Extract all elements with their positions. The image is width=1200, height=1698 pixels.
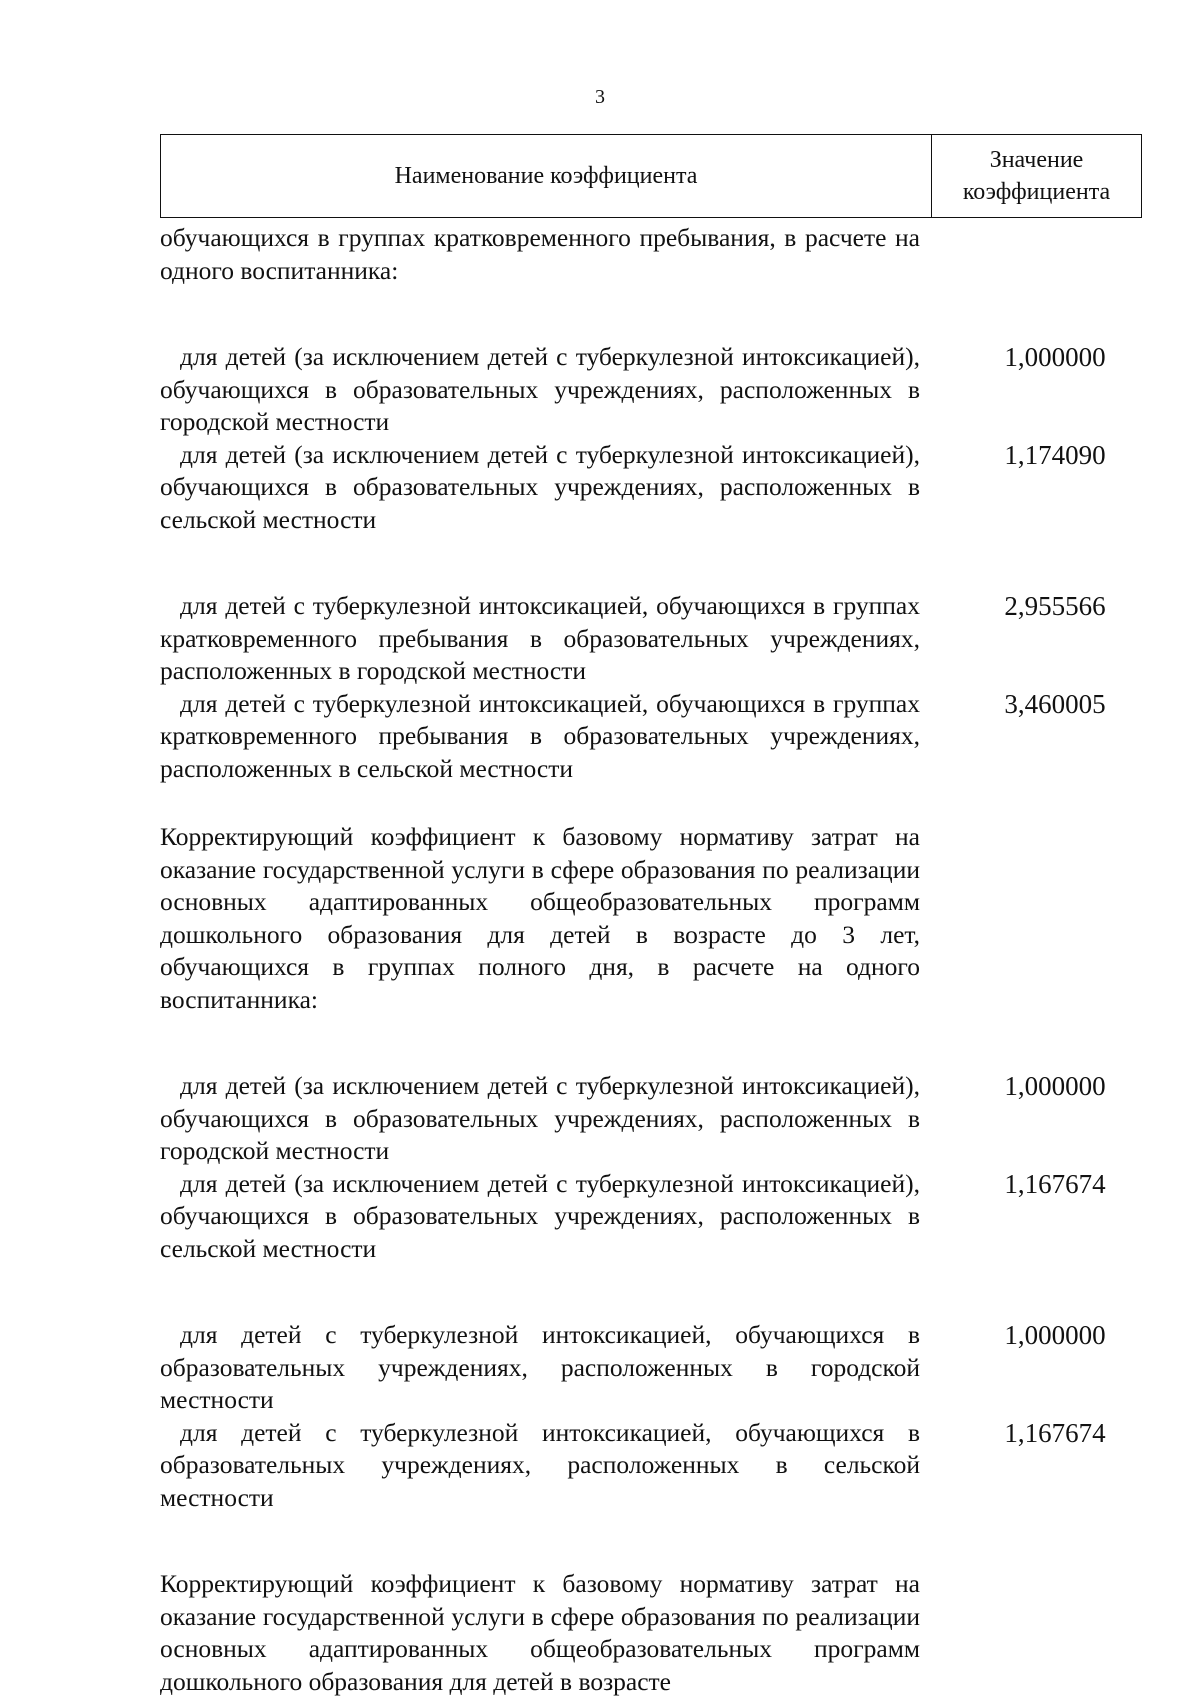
entry-text: для детей с туберкулезной интоксикацией, обучающихся в группах кратковременного пребывания в образовательных учреждениях, расположенных в городской местности xyxy=(160,591,920,685)
page-number: 3 xyxy=(595,86,605,108)
coefficient-value: 1,000000 xyxy=(1004,1320,1106,1350)
coefficient-row xyxy=(160,341,1160,439)
entry-text: для детей с туберкулезной интоксикацией, обучающихся в образовательных учреждениях, расположенных в сельской местности xyxy=(160,1417,920,1512)
column-header-value-line2: коэффициента xyxy=(962,179,1111,205)
coefficient-value: 1,000000 xyxy=(1004,1071,1106,1101)
coefficient-list xyxy=(160,222,1160,1698)
column-header-value-line1: Значение xyxy=(989,147,1084,173)
section-intro xyxy=(160,222,1160,287)
entry-text: Корректирующий коэффициент к базовому нормативу затрат на оказание государственной услуги в сфере образования по реализации основных адаптированных общеобразовательных программ дошкольного образования для детей в возрасте до 3 лет, обучающихся в группах полного дня, в расчете на одного воспитанника: xyxy=(160,822,920,1014)
entry-text: обучающихся в группах кратковременного пребывания, в расчете на одного воспитанника: xyxy=(160,223,920,285)
coefficient-row xyxy=(160,1417,1160,1515)
section-heading xyxy=(160,821,1160,1016)
coefficient-row xyxy=(160,1070,1160,1168)
coefficient-row xyxy=(160,1168,1160,1266)
coefficient-value: 2,955566 xyxy=(1004,591,1106,621)
entry-text: для детей (за исключением детей с туберкулезной интоксикацией), обучающихся в образовательных учреждениях, расположенных в городской местности xyxy=(160,342,920,436)
column-header-value xyxy=(932,135,1142,218)
entry-text: Корректирующий коэффициент к базовому нормативу затрат на оказание государственной услуги в сфере образования по реализации основных адаптированных общеобразовательных программ дошкольного образования для детей в возрасте xyxy=(160,1569,920,1696)
entry-text: для детей (за исключением детей с туберкулезной интоксикацией), обучающихся в образовательных учреждениях, расположенных в городской местности xyxy=(160,1071,920,1165)
coefficient-row xyxy=(160,688,1160,786)
coefficient-value: 3,460005 xyxy=(1004,688,1106,719)
coefficient-value: 1,000000 xyxy=(1004,342,1106,372)
entry-text: для детей (за исключением детей с туберкулезной интоксикацией), обучающихся в образовательных учреждениях, расположенных в сельской местности xyxy=(160,439,920,534)
column-header-name: Наименование коэффициента xyxy=(161,135,932,218)
coefficient-value: 1,174090 xyxy=(1004,439,1106,470)
coefficient-row xyxy=(160,590,1160,688)
coefficient-row xyxy=(160,439,1160,537)
entry-text: для детей с туберкулезной интоксикацией, обучающихся в образовательных учреждениях, расположенных в городской местности xyxy=(160,1320,920,1414)
entry-text: для детей с туберкулезной интоксикацией, обучающихся в группах кратковременного пребывания в образовательных учреждениях, расположенных в сельской местности xyxy=(160,688,920,783)
coefficient-table-header xyxy=(160,134,1142,218)
coefficient-value: 1,167674 xyxy=(1004,1168,1106,1199)
section-heading xyxy=(160,1568,1160,1698)
entry-text: для детей (за исключением детей с туберкулезной интоксикацией), обучающихся в образовательных учреждениях, расположенных в сельской местности xyxy=(160,1168,920,1263)
coefficient-value: 1,167674 xyxy=(1004,1417,1106,1448)
coefficient-row xyxy=(160,1319,1160,1417)
